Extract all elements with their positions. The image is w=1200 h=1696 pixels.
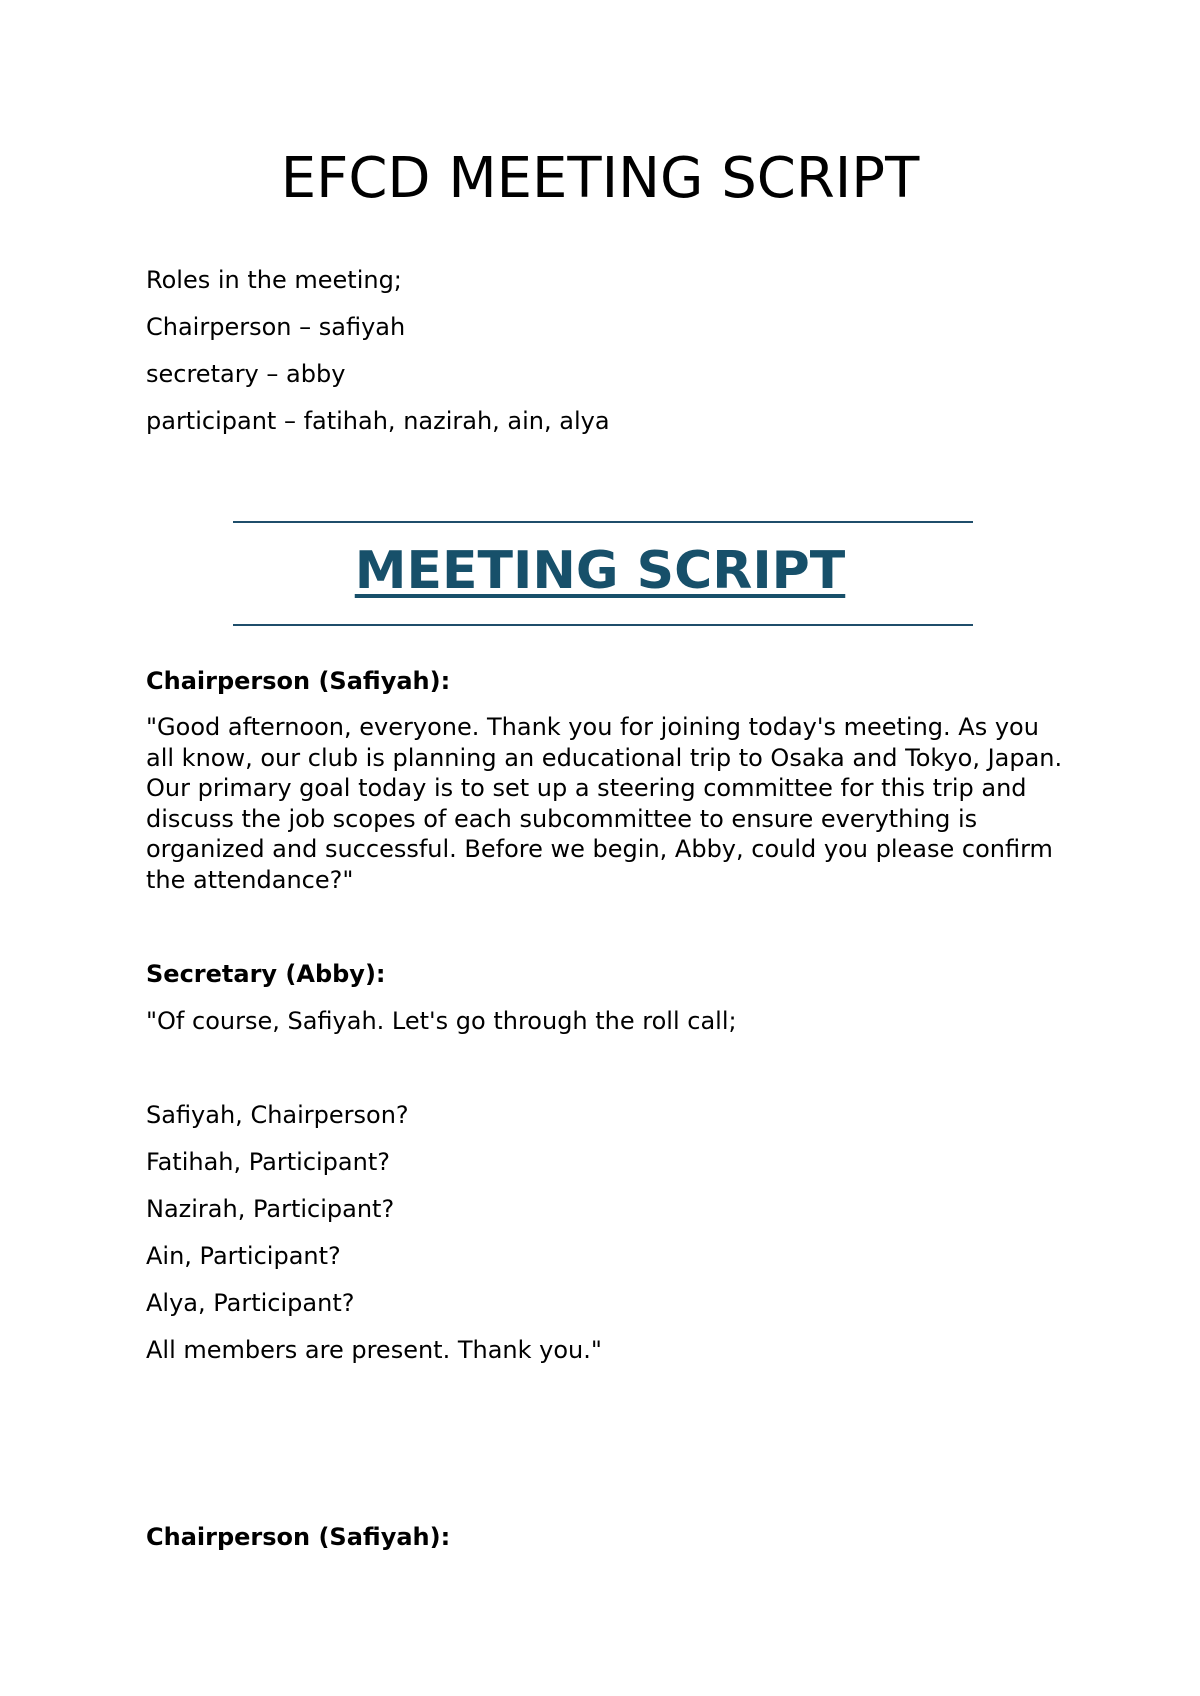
speaker-label: Chairperson (Safiyah): (146, 1523, 451, 1551)
roll-call-item: Fatihah, Participant? (146, 1148, 390, 1176)
role-chairperson: Chairperson – safiyah (146, 313, 406, 341)
roll-call-item: Nazirah, Participant? (146, 1195, 395, 1223)
speaker-label: Secretary (Abby): (146, 960, 386, 988)
speech-paragraph: "Good afternoon, everyone. Thank you for joining today's meeting. As you all know, our club is planning an educational trip to Osaka and Tokyo, Japan. Our primary goal today is to set up a steering committee for this trip and discuss the job scopes of each subcommittee to ensure everything is organized and successful. Before we begin, Abby, could you please confirm the attendance?" (146, 713, 1063, 894)
role-secretary: secretary – abby (146, 360, 346, 388)
document-title: EFCD MEETING SCRIPT (280, 146, 920, 211)
roll-call-item: Safiyah, Chairperson? (146, 1101, 409, 1129)
roll-call-close: All members are present. Thank you." (146, 1336, 602, 1364)
heading-top-rule (233, 521, 973, 523)
roll-call-item: Alya, Participant? (146, 1289, 355, 1317)
speech-line: "Of course, Safiyah. Let's go through the roll call; (146, 1007, 737, 1035)
heading-bottom-rule (233, 624, 973, 626)
roles-intro: Roles in the meeting; (146, 266, 402, 294)
role-participants: participant – fatihah, nazirah, ain, alya (146, 407, 610, 435)
section-heading: MEETING SCRIPT (354, 541, 846, 601)
speaker-label: Chairperson (Safiyah): (146, 667, 451, 695)
roll-call-item: Ain, Participant? (146, 1242, 341, 1270)
